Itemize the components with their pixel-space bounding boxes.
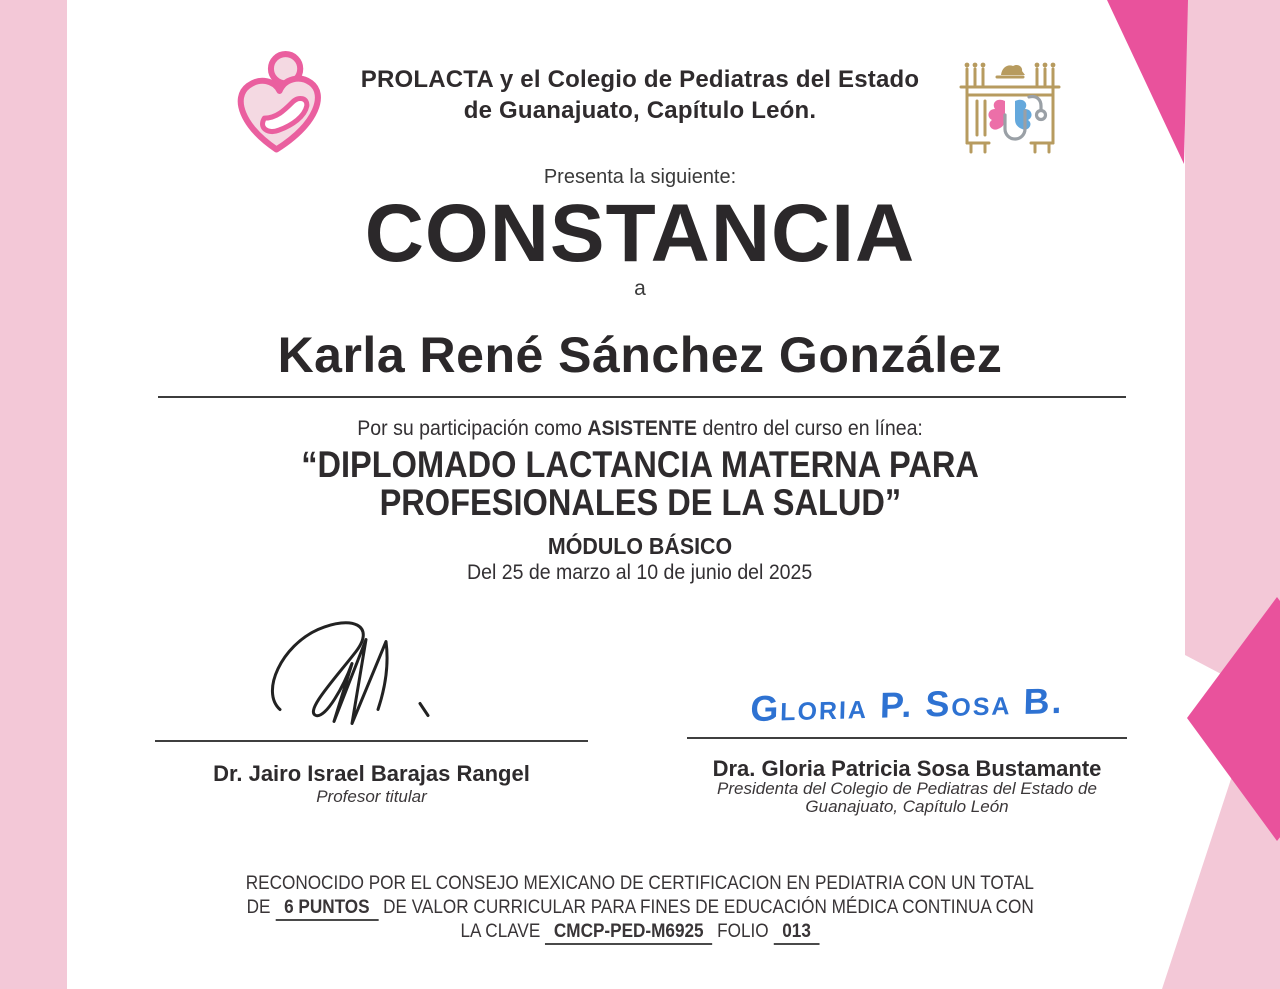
signer-right-name: Dra. Gloria Patricia Sosa Bustamante — [712, 756, 1102, 781]
course-title-line1: “DIPLOMADO LACTANCIA MATERNA PARA — [301, 444, 979, 485]
clave-value: CMCP-PED-M6925 — [545, 920, 712, 945]
handwritten-signature-blue: Gloria P. Sosa B. — [749, 679, 1065, 730]
participation-line — [0, 417, 1280, 441]
points-value: 6 PUNTOS — [275, 896, 378, 921]
certificate-title: CONSTANCIA — [364, 188, 916, 279]
presents-text: Presenta la siguiente: — [543, 166, 737, 188]
signer-left-name: Dr. Jairo Israel Barajas Rangel — [213, 761, 530, 786]
module-label: MÓDULO BÁSICO — [547, 533, 733, 559]
recipient-underline — [158, 396, 1126, 398]
signer-right-role-line2: Guanajuato, Capítulo León — [805, 797, 1009, 816]
footer-line3-prefix: LA CLAVE — [460, 920, 546, 942]
org-title-line1: PROLACTA y el Colegio de Pediatras del Estado — [360, 66, 920, 93]
signature-line-right — [687, 737, 1127, 739]
signature-line-left — [155, 740, 588, 742]
footer-line1: RECONOCIDO POR EL CONSEJO MEXICANO DE CERTIFICACION EN PEDIATRIA CON UN TOTAL — [245, 872, 1035, 894]
signer-left-role: Profesor titular — [316, 787, 427, 806]
org-title-line2: de Guanajuato, Capítulo León. — [463, 97, 817, 124]
folio-value: 013 — [773, 920, 819, 945]
course-dates: Del 25 de marzo al 10 de junio del 2025 — [467, 561, 813, 584]
participation-role: ASISTENTE — [587, 417, 697, 440]
course-title-line2: PROFESIONALES DE LA SALUD” — [379, 482, 901, 523]
participation-suffix: dentro del curso en línea: — [696, 417, 923, 440]
footer-line3-mid: FOLIO — [712, 920, 774, 942]
footer-line2 — [0, 895, 1280, 919]
footer-line3 — [0, 919, 1280, 943]
recipient-name: Karla René Sánchez González — [277, 327, 1003, 383]
to-word: a — [634, 277, 646, 300]
participation-prefix: Por su participación como — [357, 417, 588, 440]
signer-right-role-line1: Presidenta del Colegio de Pediatras del Estado de — [717, 779, 1097, 798]
footer-line2-suffix: DE VALOR CURRICULAR PARA FINES DE EDUCACIÓN MÉDICA CONTINUA CON — [378, 896, 1034, 918]
signature-block-right — [687, 610, 1127, 820]
handwritten-signature-icon — [260, 610, 480, 738]
footer-line2-prefix: DE — [246, 896, 276, 918]
signature-block-left — [155, 610, 588, 820]
